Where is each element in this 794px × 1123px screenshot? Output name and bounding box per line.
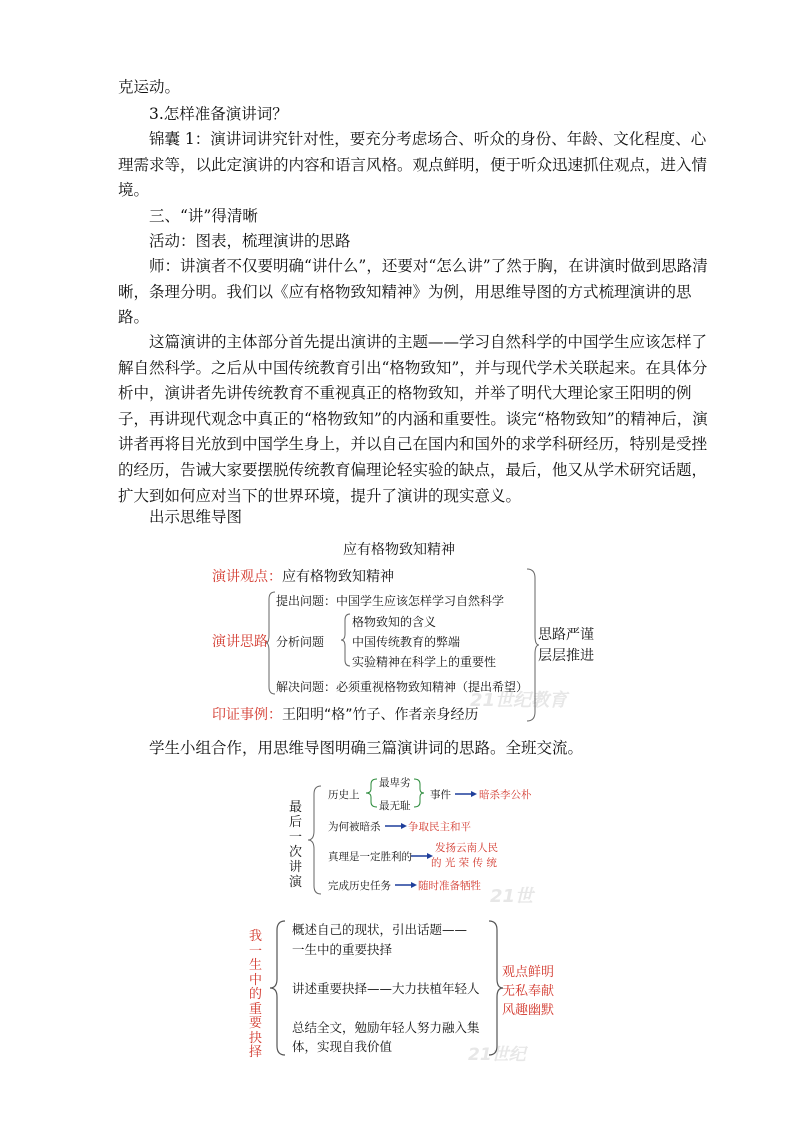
arrow-icon xyxy=(385,823,407,829)
activity-line: 活动：图表，梳理演讲的思路 xyxy=(149,232,351,250)
speech-title-vertical: 最 后 一 次 讲 演 xyxy=(289,800,303,890)
teacher-paragraph: 师：讲演者不仅要明确“讲什么”，还要对“怎么讲”了然于胸，在讲演时做到思路清晰，条理分明。我们以《应有格物致知精神》为例，用思维导图的方式梳理演讲的思路。 xyxy=(118,257,708,327)
raise-question: 提出问题：中国学生应该怎样学习自然科学 xyxy=(276,594,505,608)
example-text: 王阳明“格”竹子、作者亲身经历 xyxy=(282,707,479,723)
analyze-item: 格物致知的含义 xyxy=(352,615,437,629)
event-result: 暗杀李公朴 xyxy=(479,789,532,801)
tip-paragraph: 锦囊 1：演讲词讲究针对性，要充分考虑场合、听众的身份、年龄、文化程度、心理需求等，以此定演讲的内容和语言风格。观点鲜明，便于听众迅速抓住观点，进入情境。 xyxy=(118,130,708,200)
viewpoint-text: 应有格物致知精神 xyxy=(282,569,394,585)
truth-result: 发扬云南人民 xyxy=(435,842,498,854)
choice-item: 概述自己的现状，引出话题—— xyxy=(292,922,468,937)
choice-item: 总结全文，勉励年轻人努力融入集 xyxy=(292,1020,480,1035)
conclusion-line: 思路严谨 xyxy=(538,627,594,643)
watermark: 21世纪教育 xyxy=(470,690,568,711)
thinking-label: 演讲思路 xyxy=(212,634,268,650)
group-work-line: 学生小组合作，用思维导图明确三篇演讲词的思路。全班交流。 xyxy=(149,739,584,757)
analyze-item: 实验精神在科学上的重要性 xyxy=(352,655,497,669)
choice-title-vertical: 我 一 生 中 的 重 要 抉 择 xyxy=(249,929,263,1060)
analyze-item: 中国传统教育的弊端 xyxy=(352,635,461,649)
event-label: 事件 xyxy=(430,789,451,801)
solve-question: 解决问题：必须重视格物致知精神（提出希望） xyxy=(276,680,529,694)
viewpoint-label: 演讲观点： xyxy=(212,569,282,585)
history-brace-icon xyxy=(366,778,378,808)
analyze-brace-icon xyxy=(341,613,351,667)
mindmap-title: 应有格物致知精神 xyxy=(343,542,455,558)
choice-item: 讲述重要抉择——大力扶植年轻人 xyxy=(292,981,480,996)
paragraph-continuation: 克运动。 xyxy=(118,78,181,96)
why-label: 为何被暗杀 xyxy=(328,821,381,833)
analyze-label: 分析问题 xyxy=(276,635,325,649)
arrow-icon xyxy=(455,791,477,797)
history-label: 历史上 xyxy=(328,789,360,801)
arrow-icon xyxy=(411,853,433,859)
analysis-paragraph: 这篇演讲的主体部分首先提出演讲的主题——学习自然科学的中国学生应该怎样了解自然科学。之后从中国传统教育引出“格物致知”，并与现代学术关联起来。在具体分析中，演讲者先讲传统教育不重视真正的格物致知，并举了明代大理论家王阳明的例子，再讲现代观念中真正的“格物致知”的内涵和重要性。谈完“格物致知”的精神后，演讲者再将目光放到中国学生身上，并以自己在国内和国外的求学科研经历，特别是受挫的经历，告诫大家要摆脱传统教育偏理论轻实验的缺点，最后，他又从学术研究话题，扩大到如何应对当下的世界环境，提升了演讲的现实意义。 xyxy=(118,333,708,505)
show-mindmap-line: 出示思维导图 xyxy=(149,508,243,526)
history-right-brace-icon xyxy=(413,778,425,808)
task-label: 完成历史任务 xyxy=(328,880,391,892)
left-brace-icon xyxy=(308,785,322,895)
thinking-brace-icon xyxy=(266,591,276,695)
section-heading: 三、“讲”得清晰 xyxy=(149,207,258,225)
feature-label: 观点鲜明 xyxy=(502,965,555,980)
watermark: 21世 xyxy=(490,886,534,907)
choice-item: 一生中的重要抉择 xyxy=(292,942,393,957)
truth-label: 真理是一定胜利的 xyxy=(328,851,412,863)
arrow-icon xyxy=(395,882,417,888)
why-result: 争取民主和平 xyxy=(408,821,471,833)
history-item: 最无耻 xyxy=(379,800,411,812)
history-item: 最卑劣 xyxy=(379,777,411,789)
watermark: 21世纪 xyxy=(468,1045,526,1065)
choice-item: 体，实现自我价值 xyxy=(292,1039,393,1054)
conclusion-line: 层层推进 xyxy=(538,648,594,664)
feature-label: 风趣幽默 xyxy=(502,1003,555,1018)
left-brace-icon xyxy=(270,920,286,1056)
question-heading: 3.怎样准备演讲词？ xyxy=(149,105,288,123)
task-result: 随时准备牺牲 xyxy=(418,880,481,892)
example-label: 印证事例： xyxy=(212,707,282,723)
truth-result: 的 光 荣 传 统 xyxy=(431,857,497,869)
feature-label: 无私奉献 xyxy=(502,984,555,999)
